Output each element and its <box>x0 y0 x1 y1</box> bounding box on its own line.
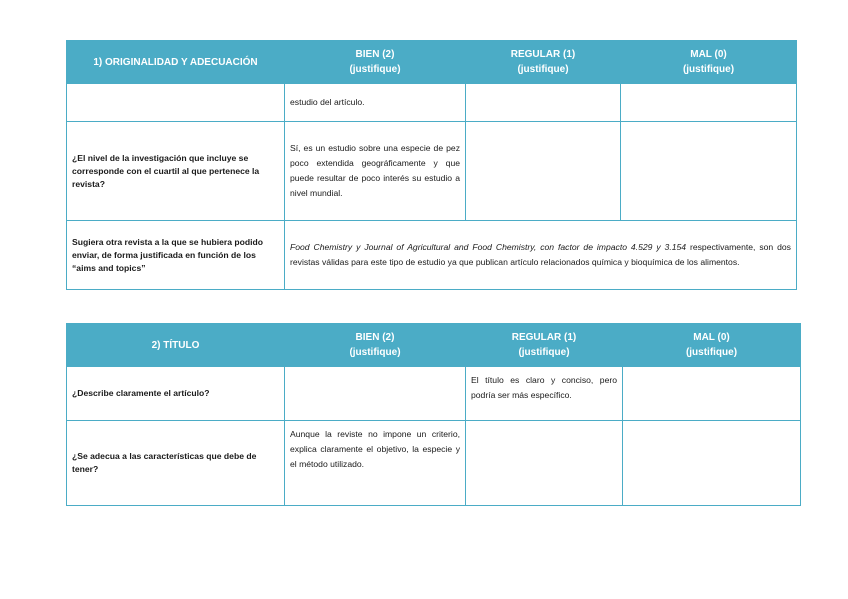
question-cell: Sugiera otra revista a la que se hubiera podido enviar, de forma justificada en función de los “aims and topics” <box>67 221 285 290</box>
col-header-mal <box>623 324 801 367</box>
answer-mal-cell <box>621 84 797 122</box>
col-header-bien <box>285 324 466 367</box>
col-header-justify: (justifique) <box>518 347 570 358</box>
question-cell: ¿Describe claramente el artículo? <box>67 367 285 421</box>
table-row <box>67 421 801 506</box>
col-header-bien <box>285 41 466 84</box>
journals-justification: respectivamente, son dos revistas válidas para este tipo de estudio ya que publican artículo relacionados química y bioquímica de los alimentos. <box>290 242 791 267</box>
table-row <box>67 122 797 221</box>
answer-bien-cell: estudio del artículo. <box>285 84 466 122</box>
answer-bien-cell: Aunque la reviste no impone un criterio, explica claramente el objetivo, la especie y el método utilizado. <box>285 421 466 506</box>
table-header-row <box>67 41 797 84</box>
question-cell <box>67 84 285 122</box>
col-header-regular <box>466 324 623 367</box>
col-header-justify: (justifique) <box>349 347 401 358</box>
answer-merged-cell <box>285 221 797 290</box>
answer-mal-cell <box>623 367 801 421</box>
originality-table <box>66 40 797 290</box>
table-row <box>67 221 797 290</box>
col-header-justify: (justifique) <box>685 347 738 358</box>
table-row <box>67 367 801 421</box>
table-header-row <box>67 324 801 367</box>
col-header-mal-label: MAL (0) <box>690 49 727 60</box>
answer-bien-cell <box>285 367 466 421</box>
col-header-justify: (justifique) <box>517 64 569 75</box>
journals-text: Food Chemistry y Journal of Agricultural and Food Chemistry, con factor de impacto 4.529 y 3.154 <box>290 242 687 252</box>
col-header-justify: (justifique) <box>349 64 401 75</box>
col-header-regular <box>466 41 621 84</box>
col-header-mal <box>621 41 797 84</box>
answer-mal-cell <box>623 421 801 506</box>
col-header-bien-label: BIEN (2) <box>355 332 395 343</box>
answer-mal-cell <box>621 122 797 221</box>
col-header-mal-label: MAL (0) <box>693 332 730 343</box>
title-table <box>66 323 801 506</box>
col-header-bien-label: BIEN (2) <box>355 49 395 60</box>
section-title: 1) ORIGINALIDAD Y ADECUACIÓN <box>67 41 285 84</box>
col-header-justify: (justifique) <box>682 64 735 75</box>
answer-regular-cell <box>466 122 621 221</box>
question-cell: ¿El nivel de la investigación que incluye se corresponde con el cuartil al que pertenece la revista? <box>67 122 285 221</box>
question-cell: ¿Se adecua a las características que debe de tener? <box>67 421 285 506</box>
table-row <box>67 84 797 122</box>
answer-regular-cell <box>466 421 623 506</box>
answer-bien-cell: Sí, es un estudio sobre una especie de pez poco extendida geográficamente y que puede resultar de poco interés su estudio a nivel mundial. <box>285 122 466 221</box>
section-title: 2) TÍTULO <box>67 324 285 367</box>
col-header-regular-label: REGULAR (1) <box>511 332 577 343</box>
answer-regular-cell: El título es claro y conciso, pero podría ser más específico. <box>466 367 623 421</box>
col-header-regular-label: REGULAR (1) <box>510 49 576 60</box>
answer-regular-cell <box>466 84 621 122</box>
